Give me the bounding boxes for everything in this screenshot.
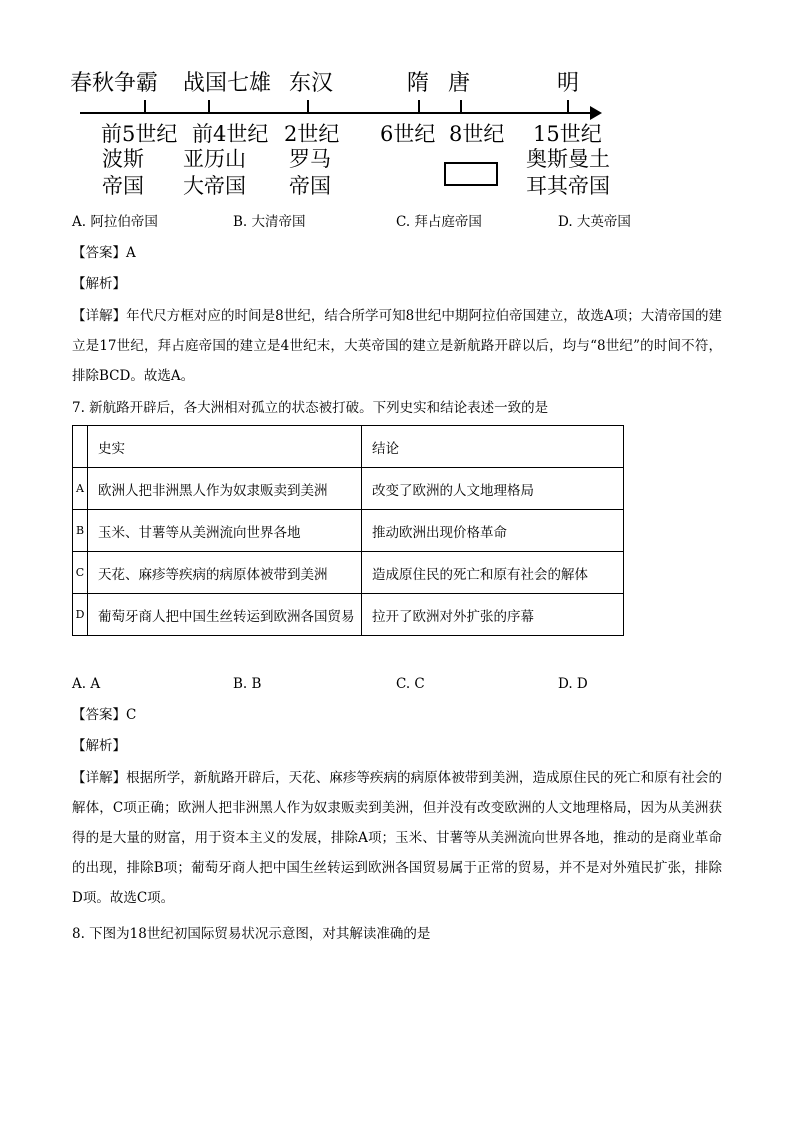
q6-option-d: D. 大英帝国	[558, 214, 631, 230]
row-fact: 葡萄牙商人把中国生丝转运到欧洲各国贸易	[88, 594, 362, 636]
blank-answer-box	[444, 162, 498, 186]
dynasty-label: 隋	[407, 71, 430, 96]
row-letter: A	[73, 468, 88, 510]
empire-label: 奥斯曼土 耳其帝国	[526, 147, 610, 198]
row-fact: 玉米、甘薯等从美洲流向世界各地	[88, 510, 362, 552]
q7-option-d: D. D	[558, 676, 588, 692]
time-label: 2世纪	[284, 122, 340, 146]
table-row	[73, 510, 624, 552]
timeline-figure	[70, 62, 610, 202]
time-label: 15世纪	[533, 122, 602, 146]
time-label: 前5世纪	[101, 122, 178, 146]
table-cell	[73, 426, 88, 468]
q7-option-a: A. A	[72, 676, 101, 692]
time-label: 前4世纪	[192, 122, 269, 146]
q6-option-c: C. 拜占庭帝国	[396, 214, 482, 230]
row-conclusion: 造成原住民的死亡和原有社会的解体	[362, 552, 624, 594]
q7-answer: 【答案】C	[72, 707, 137, 723]
q7-option-b: B. B	[233, 676, 262, 692]
dynasty-label: 春秋争霸	[70, 71, 159, 96]
dynasty-label: 明	[557, 71, 580, 96]
table-row	[73, 552, 624, 594]
dynasty-label: 唐	[448, 71, 471, 96]
timeline-axis	[80, 112, 595, 114]
q7-table	[72, 425, 624, 636]
q6-option-b: B. 大清帝国	[233, 214, 306, 230]
empire-label: 罗马 帝国	[289, 147, 331, 198]
table-row	[73, 468, 624, 510]
row-fact: 欧洲人把非洲黑人作为奴隶贩卖到美洲	[88, 468, 362, 510]
dynasty-label: 战国七雄	[183, 71, 272, 96]
empire-label: 波斯 帝国	[102, 147, 144, 198]
row-conclusion: 拉开了欧洲对外扩张的序幕	[362, 594, 624, 636]
row-letter: C	[73, 552, 88, 594]
q8-stem: 8. 下图为18世纪初国际贸易状况示意图，对其解读准确的是	[72, 926, 431, 942]
row-conclusion: 推动欧洲出现价格革命	[362, 510, 624, 552]
q7-detail: 【详解】根据所学，新航路开辟后，天花、麻疹等疾病的病原体被带到美洲，造成原住民的死亡和原有社会的解体，C项正确；欧洲人把非洲黑人作为奴隶贩卖到美洲，但并没有改变欧洲的人文地理格局，因为从美洲获得的是大量的财富，用于资本主义的发展，排除A项；玉米、甘薯等从美洲流向世界各地，推动的是商业革命的出现，排除B项；葡萄牙商人把中国生丝转运到欧洲各国贸易属于正常的贸易，并不是对外殖民扩张，排除D项。故选C项。	[72, 770, 722, 906]
q7-analysis-label: 【解析】	[72, 738, 126, 754]
dynasty-label: 东汉	[289, 71, 334, 96]
table-header-fact: 史实	[88, 426, 362, 468]
empire-label: 亚历山 大帝国	[183, 147, 246, 198]
table-row	[73, 594, 624, 636]
row-letter: D	[73, 594, 88, 636]
table-header-conclusion: 结论	[362, 426, 624, 468]
q7-stem: 7. 新航路开辟后，各大洲相对孤立的状态被打破。下列史实和结论表述一致的是	[72, 400, 549, 416]
time-label: 6世纪	[380, 122, 436, 146]
q6-detail: 【详解】年代尺方框对应的时间是8世纪，结合所学可知8世纪中期阿拉伯帝国建立，故选A项；大清帝国的建立是17世纪，拜占庭帝国的建立是4世纪末，大英帝国的建立是新航路开辟以后，均与“8世纪”的时间不符，排除BCD。故选A。	[72, 308, 722, 384]
row-fact: 天花、麻疹等疾病的病原体被带到美洲	[88, 552, 362, 594]
row-letter: B	[73, 510, 88, 552]
q6-answer: 【答案】A	[72, 245, 136, 261]
q6-analysis-label: 【解析】	[72, 276, 126, 292]
table-header-row	[73, 426, 624, 468]
q6-option-a: A. 阿拉伯帝国	[72, 214, 158, 230]
row-conclusion: 改变了欧洲的人文地理格局	[362, 468, 624, 510]
q7-option-c: C. C	[396, 676, 425, 692]
time-label: 8世纪	[449, 122, 505, 146]
